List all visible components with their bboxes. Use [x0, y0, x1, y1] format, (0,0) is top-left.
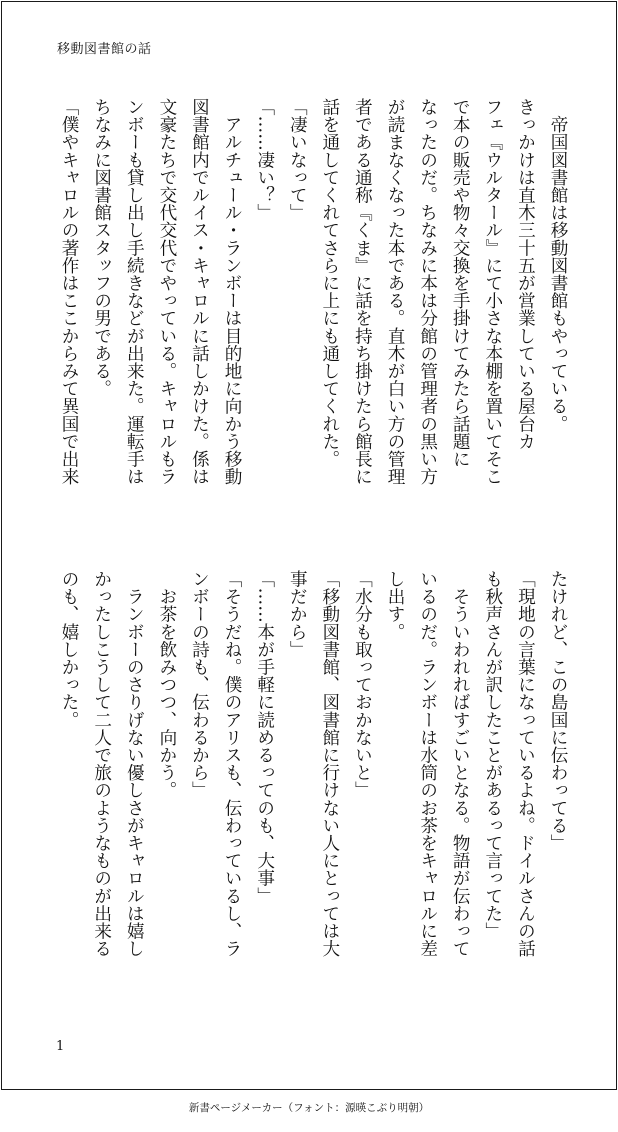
text-line: いるのだ。ランボーは水筒のお茶をキャロルに差 — [417, 570, 438, 958]
text-line: 帝国図書館は移動図書館もやっている。 — [548, 98, 568, 433]
text-line: も秋声さんが訳したことがあるって言ってた」 — [482, 570, 503, 940]
text-line: 「……凄い？」 — [254, 98, 275, 222]
text-line: 「……本が手軽に読めるってのも、大事」 — [254, 570, 275, 905]
text-line: 「現地の言葉になっているよね。ドイルさんの話 — [515, 570, 536, 958]
text-line: 「僕やキャロルの著作はここからみて異国で出来 — [59, 98, 80, 486]
text-line: お茶を飲みつつ、向かう。 — [156, 570, 177, 799]
text-line: 「そうだね。僕のアリスも、伝わっているし、ラ — [222, 570, 243, 958]
text-line: ランボーのさりげない優しさがキャロルは嬉し — [124, 570, 145, 958]
text-line: で本の販売や物々交換を手掛けてみたら話題に — [450, 98, 471, 468]
text-line: 文豪たちで交代交代でやっている。キャロルもラ — [156, 98, 177, 486]
lower-text-block — [42, 570, 574, 1002]
page-number: 1 — [56, 1039, 65, 1054]
text-line: し出す。 — [385, 570, 406, 641]
text-line: そういわれればすごいとなる。物語が伝わって — [450, 570, 471, 958]
text-line: ンボーの詩も、伝わるから」 — [189, 570, 210, 799]
text-line: 図書館内でルイス・キャロルに話しかけた。係は — [189, 98, 210, 486]
text-line: 事だから」 — [287, 570, 308, 658]
book-page — [1, 1, 617, 1090]
text-line: 「水分も取っておかないと」 — [352, 570, 373, 799]
text-line: ンボーも貸し出し手続きなどが出来た。運転手は — [124, 98, 145, 486]
text-line: 「移動図書館、図書館に行けない人にとっては大 — [319, 570, 340, 958]
text-line: 者である通称『くま』に話を持ち掛けたら館長に — [352, 98, 373, 486]
text-line: かったしこうして二人で旅のようなものが出来る — [91, 570, 112, 958]
text-line: のも、嬉しかった。 — [59, 570, 80, 729]
text-line: たけれど、この島国に伝わってる」 — [548, 570, 568, 852]
footer-caption: 新書ページメーカー（フォント：源暎こぶり明朝） — [188, 1102, 430, 1114]
text-line: ちなみに図書館スタッフの男である。 — [91, 98, 112, 398]
text-line: 「凄いなって」 — [287, 98, 308, 222]
text-line: なったのだ。ちなみに本は分館の管理者の黒い方 — [417, 98, 438, 486]
text-line: が読まなくなった本である。直木が白い方の管理 — [385, 98, 406, 486]
text-line: 話を通してくれてさらに上にも通してくれた。 — [319, 98, 340, 468]
upper-text-block — [42, 98, 574, 530]
text-line: きっかけは直木三十五が営業している屋台カ — [515, 98, 536, 450]
text-line: フェ『ウルタール』にて小さな本棚を置いてそこ — [482, 98, 503, 486]
running-header-title: 移動図書館の話 — [57, 42, 152, 57]
text-line: アルチュール・ランボーは目的地に向かう移動 — [222, 98, 243, 486]
